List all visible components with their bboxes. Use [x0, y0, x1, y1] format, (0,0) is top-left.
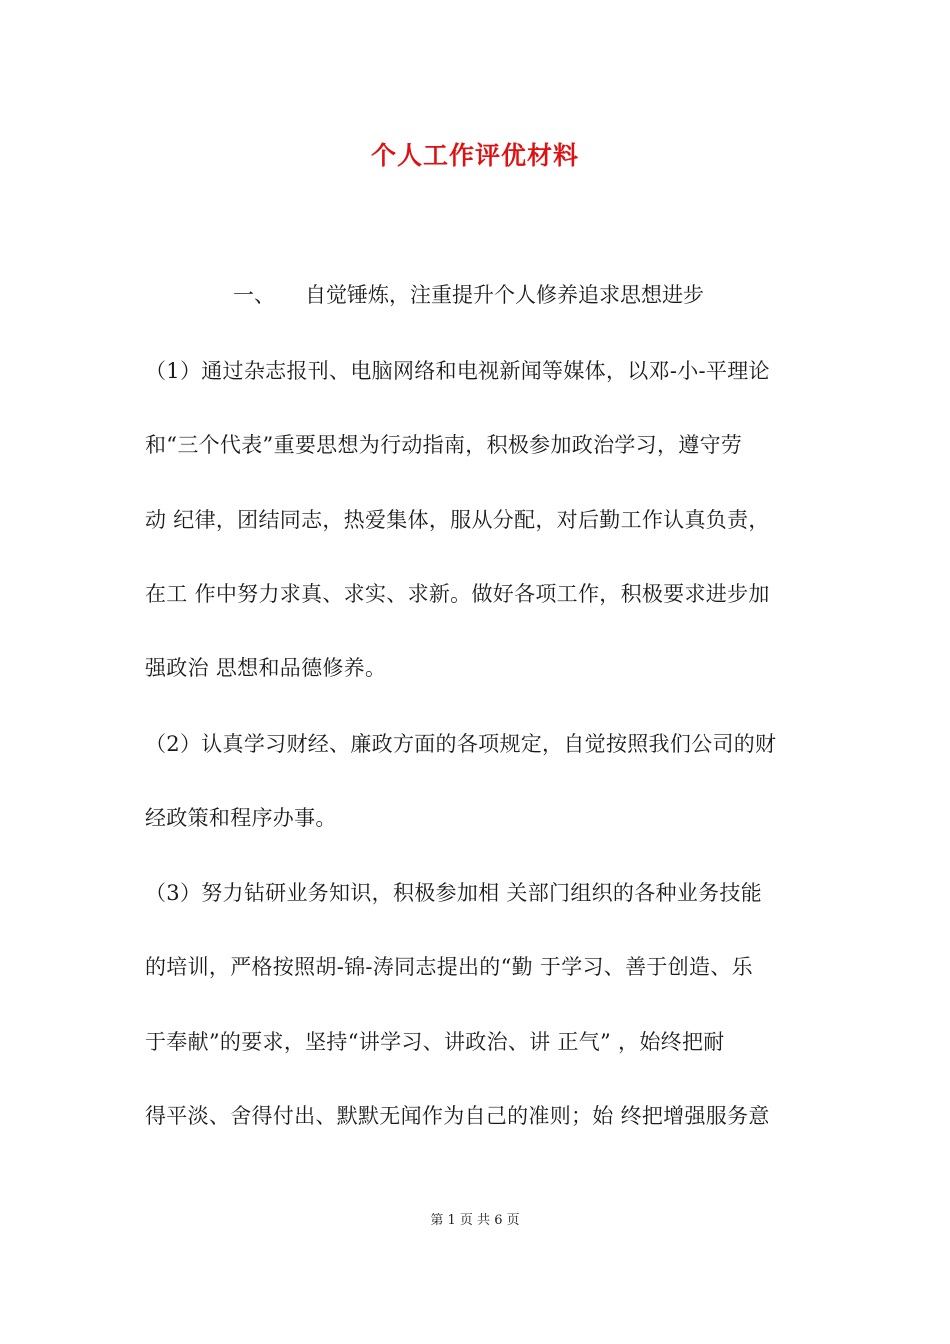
- section-heading: [233, 279, 704, 309]
- paragraph-line: （1）通过杂志报刊、电脑网络和电视新闻等媒体，以邓-小-平理论: [145, 359, 770, 383]
- paragraph-line: 强政治 思想和品德修养。: [145, 656, 387, 680]
- paragraph-line: 动 纪律，团结同志，热爱集体，服从分配，对后勤工作认真负责，: [145, 508, 770, 532]
- section-heading-text: 自觉锤炼，注重提升个人修养追求思想进步: [305, 283, 704, 307]
- paragraph-line: 和“三个代表”重要思想为行动指南，积极参加政治学习，遵守劳: [145, 433, 743, 457]
- paragraph-line: 于奉献”的要求，坚持“讲学习、讲政治、讲 正气” ，始终把耐: [145, 1030, 725, 1054]
- paragraph-line: （2）认真学习财经、廉政方面的各项规定，自觉按照我们公司的财: [145, 732, 777, 756]
- section-number: 一、: [233, 283, 275, 307]
- document-title: 个人工作评优材料: [370, 141, 579, 170]
- paragraph-line: 的培训，严格按照胡-锦-涛同志提出的“勤 于学习、善于创造、乐: [145, 955, 753, 979]
- page-footer: 第 1 页 共 6 页: [430, 1213, 520, 1228]
- paragraph-line: （3）努力钻研业务知识，积极参加相 关部门组织的各种业务技能: [145, 881, 763, 905]
- paragraph-line: 得平淡、舍得付出、默默无闻作为自己的准则；始 终把增强服务意: [145, 1104, 770, 1128]
- paragraph-line: 经政策和程序办事。: [145, 806, 337, 830]
- paragraph-line: 在工 作中努力求真、求实、求新。做好各项工作，积极要求进步加: [145, 582, 770, 606]
